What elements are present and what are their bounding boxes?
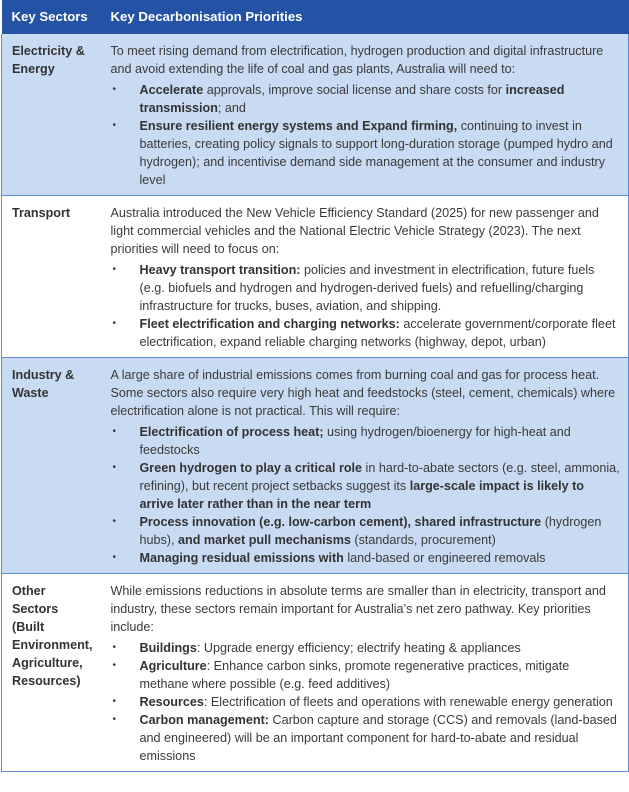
sector-name-line: Sectors: [12, 602, 59, 616]
priorities-cell: [103, 358, 629, 574]
bullet-icon: •: [112, 714, 117, 725]
bullet-icon: •: [112, 660, 117, 671]
body-text: : Upgrade energy efficiency; electrify heating & appliances: [196, 641, 521, 655]
body-text: using hydrogen/bioenergy for high-heat and feedstocks: [139, 425, 571, 457]
table-row: [2, 196, 629, 358]
priorities-intro: To meet rising demand from electrification, hydrogen production and digital infrastructure and avoid extending the life of coal and gas plants, Australia will need to:: [110, 44, 604, 76]
bullet-icon: •: [112, 84, 117, 95]
emphasis-text: Accelerate: [139, 83, 204, 97]
list-item: [111, 459, 621, 513]
list-item: [111, 711, 621, 765]
table-row: [2, 574, 629, 772]
emphasis-text: Fleet electrification and charging networks:: [139, 317, 400, 331]
table-row: [2, 34, 629, 196]
body-text: : Enhance carbon sinks, promote regenerative practices, mitigate methane where possible (e.g. feed additives): [139, 659, 570, 691]
list-item: [111, 639, 621, 657]
bullet-icon: •: [112, 318, 117, 329]
priorities-intro: A large share of industrial emissions comes from burning coal and gas for process heat. Some sectors also require very high heat and feedstocks (steel, cement, chemicals) where electrification alone is not practical. This will require:: [110, 368, 616, 418]
priorities-list: [111, 423, 621, 567]
bullet-icon: •: [112, 642, 117, 653]
sector-cell: [2, 196, 103, 358]
emphasis-text: large-scale impact is likely to arrive later rather than in the near term: [139, 479, 584, 511]
list-item: [111, 423, 621, 459]
list-item: [111, 315, 621, 351]
sector-name-line: Environment,: [12, 638, 93, 652]
emphasis-text: and market pull mechanisms: [178, 533, 351, 547]
table-header-row: [2, 0, 629, 34]
body-text: (standards, procurement): [350, 533, 496, 547]
sector-cell: [2, 34, 103, 196]
list-item: [111, 549, 621, 567]
emphasis-text: Managing residual emissions with: [139, 551, 344, 565]
emphasis-text: Process innovation (e.g. low-carbon cement), shared infrastructure: [139, 515, 542, 529]
sector-name-line: Waste: [12, 386, 49, 400]
bullet-icon: •: [112, 462, 117, 473]
priorities-cell: [103, 34, 629, 196]
sector-cell: [2, 358, 103, 574]
table-row: [2, 358, 629, 574]
body-text: continuing to invest in batteries, creating policy signals to support long-duration storage (pumped hydro and hydrogen); and incentivise demand side management at the consumer and industry level: [139, 119, 613, 187]
bullet-icon: •: [112, 120, 117, 131]
priorities-intro: Australia introduced the New Vehicle Efficiency Standard (2025) for new passenger and light commercial vehicles and the National Electric Vehicle Strategy (2023). The next priorities will need to focus on:: [110, 206, 599, 256]
emphasis-text: Agriculture: [139, 659, 207, 673]
sector-name-line: Transport: [12, 206, 71, 220]
sector-name-line: Energy: [12, 62, 55, 76]
list-item: [111, 513, 621, 549]
bullet-icon: •: [112, 516, 117, 527]
emphasis-text: Ensure resilient energy systems and Expand firming,: [139, 119, 458, 133]
body-text: approvals, improve social license and share costs for: [203, 83, 506, 97]
list-item: [111, 657, 621, 693]
bullet-icon: •: [112, 696, 117, 707]
body-text: land-based or engineered removals: [343, 551, 546, 565]
priorities-cell: [103, 574, 629, 772]
bullet-icon: •: [112, 264, 117, 275]
list-item: [111, 261, 621, 315]
emphasis-text: Buildings: [139, 641, 197, 655]
body-text: ; and: [217, 101, 246, 115]
bullet-icon: •: [112, 552, 117, 563]
emphasis-text: Carbon management:: [139, 713, 269, 727]
priorities-intro: While emissions reductions in absolute terms are smaller than in electricity, transport and industry, these sectors remain important for Australia’s net zero pathway. Key priorities include:: [110, 584, 606, 634]
list-item: [111, 117, 621, 189]
emphasis-text: Green hydrogen to play a critical role: [139, 461, 363, 475]
sector-name-line: Resources): [12, 674, 81, 688]
list-item: [111, 81, 621, 117]
sector-name-line: Industry &: [12, 368, 75, 382]
body-text: policies and investment in electrification, future fuels (e.g. biofuels and hydrogen and hydrogen-derived fuels) and refuelling/charging infrastructure for trucks, buses, aviation, and shipping.: [139, 263, 595, 313]
sector-name-line: Agriculture,: [12, 656, 83, 670]
priorities-list: [111, 81, 621, 189]
emphasis-text: Resources: [139, 695, 204, 709]
sector-name-line: Other: [12, 584, 46, 598]
priorities-list: [111, 639, 621, 765]
emphasis-text: increased transmission: [139, 83, 565, 115]
emphasis-text: Heavy transport transition:: [139, 263, 301, 277]
list-item: [111, 693, 621, 711]
priorities-cell: [103, 196, 629, 358]
priorities-list: [111, 261, 621, 351]
bullet-icon: •: [112, 426, 117, 437]
body-text: accelerate government/corporate fleet electrification, expand reliable charging networks (highway, depot, urban): [139, 317, 616, 349]
emphasis-text: Electrification of process heat;: [139, 425, 324, 439]
body-text: Carbon capture and storage (CCS) and removals (land-based and engineered) will be an important component for hard-to-abate and residual emissions: [139, 713, 617, 763]
body-text: : Electrification of fleets and operations with renewable energy generation: [203, 695, 613, 709]
sector-name-line: Electricity &: [12, 44, 85, 58]
sector-name-line: (Built: [12, 620, 45, 634]
header-key-priorities: Key Decarbonisation Priorities: [103, 0, 629, 34]
decarbonisation-priorities-table: [1, 0, 629, 772]
body-text: (hydrogen hubs),: [139, 515, 602, 547]
header-key-sectors: Key Sectors: [2, 0, 103, 34]
sector-cell: [2, 574, 103, 772]
body-text: in hard-to-abate sectors (e.g. steel, ammonia, refining), but recent project setbacks suggest its: [139, 461, 620, 493]
